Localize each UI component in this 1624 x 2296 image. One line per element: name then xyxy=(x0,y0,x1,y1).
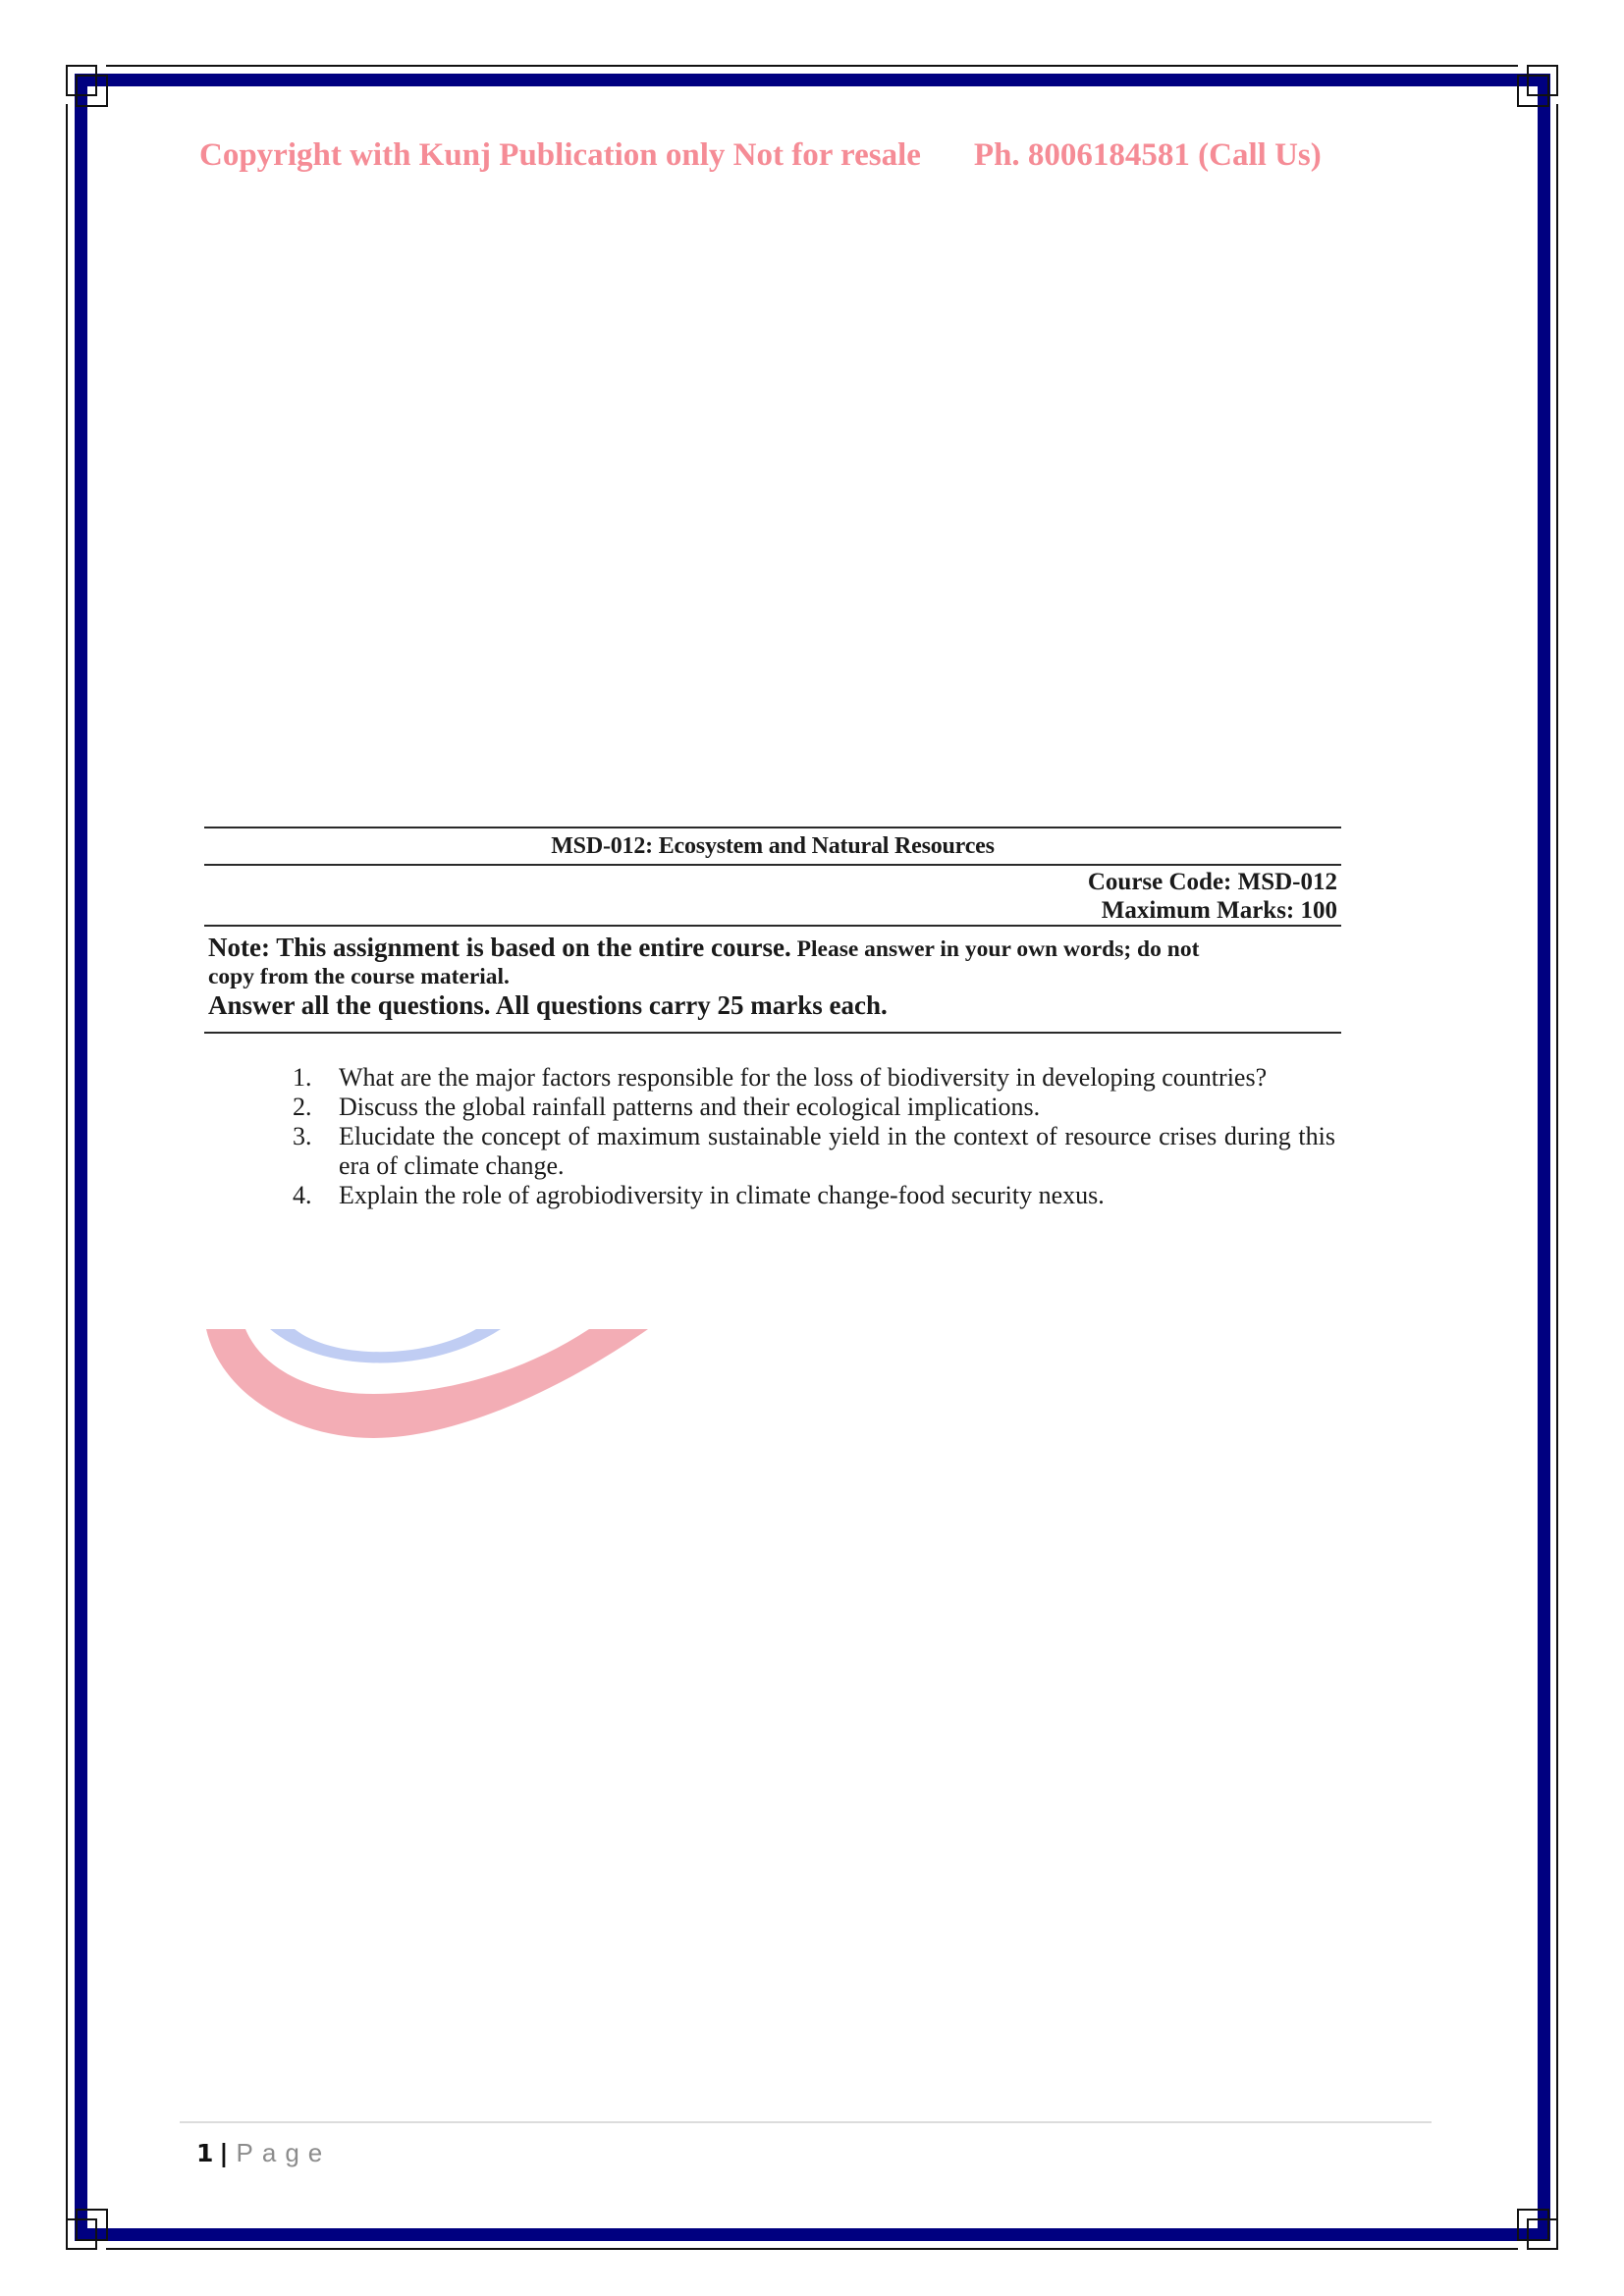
page-number: 1 xyxy=(196,2139,214,2167)
page-label: Page xyxy=(236,2138,332,2167)
assignment-note xyxy=(208,933,1337,1021)
corner-ornament-tl-2 xyxy=(76,75,108,107)
footer-separator: | xyxy=(219,2139,229,2167)
rule-below-title xyxy=(204,864,1341,866)
question-item: 3. Elucidate the concept of maximum sustainable yield in the context of resource crises during this era of climate change. xyxy=(293,1122,1335,1180)
corner-ornament-tr-2 xyxy=(1517,75,1549,107)
copyright-text: Copyright with Kunj Publication only Not for resale xyxy=(199,137,921,173)
corner-ornament-br-2 xyxy=(1517,2209,1549,2241)
question-text: Elucidate the concept of maximum sustainable yield in the context of resource crises during this era of climate change. xyxy=(339,1122,1335,1180)
rule-top xyxy=(204,827,1341,828)
question-list xyxy=(293,1063,1335,1210)
copyright-header xyxy=(199,137,1476,174)
question-text: Discuss the global rainfall patterns and their ecological implications. xyxy=(339,1093,1041,1121)
phone-text: Ph. 8006184581 (Call Us) xyxy=(973,137,1322,173)
corner-ornament-bl-2 xyxy=(76,2209,108,2241)
assignment-title: MSD-012: Ecosystem and Natural Resources xyxy=(551,833,995,859)
note-line-3: Answer all the questions. All questions carry 25 marks each. xyxy=(208,990,888,1020)
question-item: 2. Discuss the global rainfall patterns and their ecological implications. xyxy=(293,1093,1041,1121)
note-rest: Please answer in your own words; do not xyxy=(790,936,1200,962)
rule-bottom xyxy=(204,1032,1341,1034)
course-code: Course Code: MSD-012 xyxy=(1087,869,1337,895)
rule-below-meta xyxy=(204,925,1341,927)
question-text: What are the major factors responsible for the loss of biodiversity in developing countries? xyxy=(339,1063,1268,1092)
note-lead: Note: This assignment is based on the entire course. xyxy=(208,933,791,962)
page-footer xyxy=(196,2138,331,2168)
note-line-2: copy from the course material. xyxy=(208,964,510,989)
footer-divider xyxy=(180,2121,1432,2123)
max-marks: Maximum Marks: 100 xyxy=(1101,897,1337,924)
question-item: 1. What are the major factors responsible for the loss of biodiversity in developing countries? xyxy=(293,1063,1268,1092)
question-item: 4. Explain the role of agrobiodiversity in climate change-food security nexus. xyxy=(293,1181,1105,1209)
question-text: Explain the role of agrobiodiversity in climate change-food security nexus. xyxy=(339,1181,1105,1209)
course-meta xyxy=(1088,868,1337,925)
watermark-logo xyxy=(177,1315,766,1463)
